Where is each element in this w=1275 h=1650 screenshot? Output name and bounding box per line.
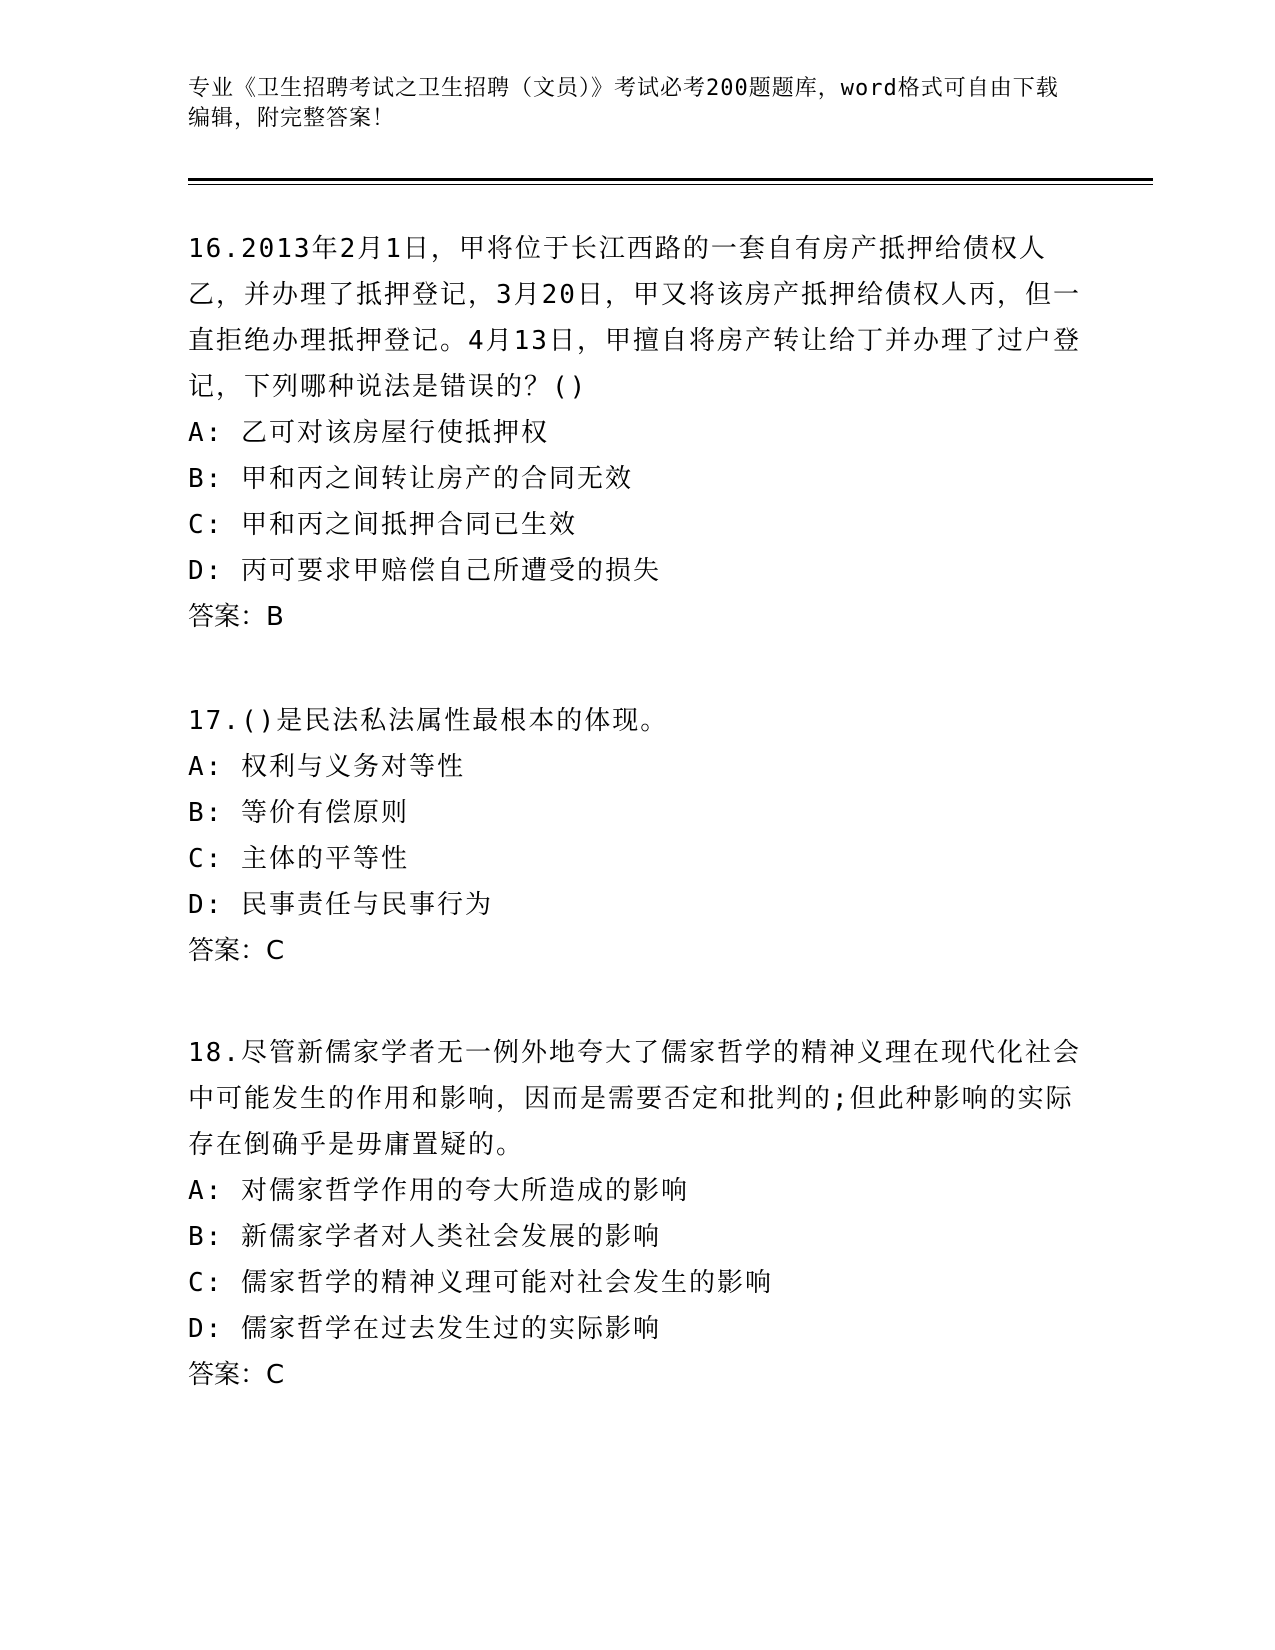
option-d: D: 民事责任与民事行为 [188,890,493,920]
answer-label: 答案：B [188,602,284,632]
option-b: B: 等价有偿原则 [188,798,409,828]
answer-label: 答案：C [188,936,285,966]
option-c: C: 儒家哲学的精神义理可能对社会发生的影响 [188,1268,773,1298]
question-stem: 16.2013年2月1日，甲将位于长江西路的一套自有房产抵押给债权人乙，并办理了抵押登记，3月20日，甲又将该房产抵押给债权人丙，但一直拒绝办理抵押登记。4月13日，甲擅自将房产转让给丁并办理了过户登记，下列哪种说法是错误的？() [188,234,1081,402]
option-d: D: 丙可要求甲赔偿自己所遭受的损失 [188,556,661,586]
option-b: B: 甲和丙之间转让房产的合同无效 [188,464,633,494]
question-16 [188,226,1088,640]
header-rule-thick [188,178,1153,181]
option-b: B: 新儒家学者对人类社会发展的影响 [188,1222,661,1252]
option-d: D: 儒家哲学在过去发生过的实际影响 [188,1314,661,1344]
answer-label: 答案：C [188,1360,285,1390]
option-a: A: 权利与义务对等性 [188,752,465,782]
option-a: A: 乙可对该房屋行使抵押权 [188,418,549,448]
option-c: C: 甲和丙之间抵押合同已生效 [188,510,577,540]
document-header [188,74,1078,134]
question-17 [188,698,1088,974]
header-rule-thin [188,184,1153,185]
question-18 [188,1030,1088,1398]
option-a: A: 对儒家哲学作用的夸大所造成的影响 [188,1176,689,1206]
question-stem: 18.尽管新儒家学者无一例外地夸大了儒家哲学的精神义理在现代化社会中可能发生的作用和影响，因而是需要否定和批判的;但此种影响的实际存在倒确乎是毋庸置疑的。 [188,1038,1081,1160]
option-c: C: 主体的平等性 [188,844,409,874]
question-stem: 17.()是民法私法属性最根本的体现。 [188,706,669,736]
header-text: 专业《卫生招聘考试之卫生招聘（文员）》考试必考200题题库，word格式可自由下载编辑，附完整答案！ [188,76,1059,131]
